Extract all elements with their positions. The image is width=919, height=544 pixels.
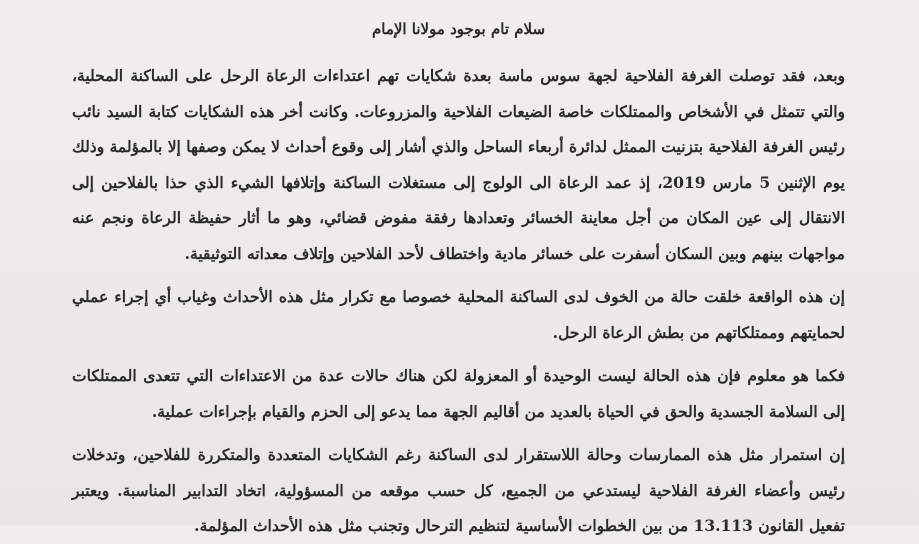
paragraph-other-cases: فكما هو معلوم فإن هذه الحالة ليست الوحيدة أو المعزولة لكن هناك حالات عدة من الاعتداءات التي تتعدى الممتلكات إلى السلامة الجسدية والحق في الحياة بالعديد من أقاليم الجهة مما يدعو إلى الحزم والقيام بإجراءات عملية. xyxy=(72,366,845,421)
paragraph-complaints: وبعد، فقد توصلت الغرفة الفلاحية لجهة سوس ماسة بعدة شكايات تهم اعتداءات الرعاة الرحل على الساكنة المحلية، والتي تتمثل في الأشخاص والممتلكات خاصة الضيعات الفلاحية والمزروعات. وكانت أخر هذه الشكايات كتابة السيد نائب رئيس الغرفة الفلاحية بتزنيت الممثل لدائرة أربعاء الساحل والذي أشار إلى وقوع أحداث لا يمكن وصفها إلا بالمؤلمة وذلك يوم الإثنين 5 مارس 2019، إذ عمد الرعاة الى الولوج إلى مستغلات الساكنة وإتلافها الشيء الذي حذا بالفلاحين إلى الانتقال إلى عين المكان من أجل معاينة الخسائر وتعدادها رفقة مفوض قضائي، وهو ما أثار حفيظة الرعاة ونجم عنه مواجهات بينهم وبين السكان أسفرت على خسائر مادية واختطاف لأحد الفلاحين وإتلاف معداته التوثيقية. xyxy=(72,66,846,263)
greeting: سلام تام بوجود مولانا الإمام xyxy=(371,20,546,38)
paragraph-law: إن استمرار مثل هذه الممارسات وحالة اللاستقرار لدى الساكنة رغم الشكايات المتعددة والمتكررة للفلاحين، وتدخلات رئيس وأعضاء الغرفة الفلاحية ليستدعي من الجميع، كل حسب موقعه من المسؤولية، اتخاد التدابير المناسبة. ويعتبر تفعيل القانون 13.113 من بين الخطوات الأساسية لتنظيم الترحال وتجنب مثل هذه الأحداث المؤلمة. xyxy=(72,445,845,535)
paragraph-fear: إن هذه الواقعة خلقت حالة من الخوف لدى الساكنة المحلية خصوصا مع تكرار مثل هذه الأحداث وغياب أي إجراء عملي لحمايتهم وممتلكاتهم من بطش الرعاة الرحل. xyxy=(72,287,845,342)
